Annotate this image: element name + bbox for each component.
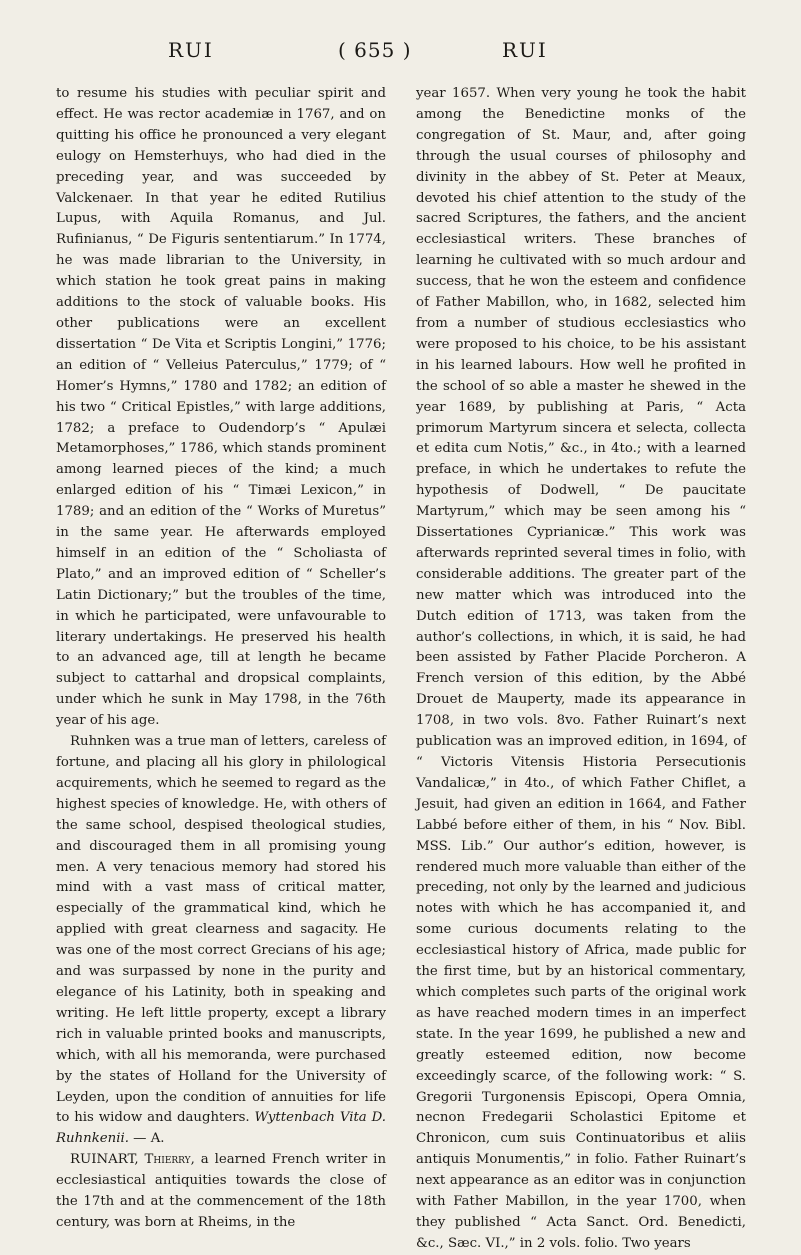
- page-number: ( 655 ): [338, 38, 412, 62]
- paragraph-ruinart-life: year 1657. When very young he took the habit among the Benedictine monks of the congregation of St. Maur, and, after going through the usual courses of philosophy and divinity in the abbey of St. Peter at Meaux, devoted his chief attention to the study of the sacred Scriptures, the fathers, and the ancient ecclesiastical writers. These branches of learning he cultivated with so much ardour and success, that he won the esteem and confidence of Father Mabillon, who, in 1682, selected him from a number of studious ecclesiastics who were proposed to his choice, to be his assistant in his learned labours. How well he profited in the school of so able a master he shewed in the year 1689, by publishing at Paris, “ Acta primorum Martyrum sincera et selecta, collecta et edita cum Notis,” &c., in 4to.; with a learned preface, in which he undertakes to refute the hypothesis of Dodwell, “ De paucitate Martyrum,” which may be seen among his “ Dissertationes Cyprianicæ.” This work was afterwards reprinted several times in folio, with considerable additions. The greater part of the new matter which was introduced into the Dutch edition of 1713, was taken from the author’s collections, in which, it is said, he had been assisted by Father Placide Porcheron. A French version of this edition, by the Abbé Drouet de Mauperty, made its appearance in 1708, in two vols. 8vo. Father Ruinart’s next publication was an improved edition, in 1694, of “ Victoris Vitensis Historia Persecutionis Vandalicæ,” in 4to., of which Father Chiflet, a Jesuit, had given an edition in 1664, and Father Labbé before either of them, in his “ Nov. Bibl. MSS. Lib.” Our author’s edition, however, is rendered much more valuable than either of the preceding, not only by the learned and judicious notes with which he has accompanied it, and some curious documents relating to the ecclesiastical history of Africa, made public for the first time, but by an historical commentary, which completes such parts of the original work as have reached modern times in an imperfect state. In the year 1699, he published a new and greatly esteemed edition, now become exceedingly scarce, of the following work: “ S. Gregorii Turgonensis Episcopi, Opera Omnia, necnon Fredegarii Scholastici Epitome et Chronicon, cum suis Continuatoribus et aliis antiquis Monumentis,” in folio. Father Ruinart’s next appearance as an editor was in conjunction with Father Mabillon, in the year 1700, when they published “ Acta Sanct. Ord. Benedicti, &c., Sæc. VI.,” in 2 vols. folio. Two years: [416, 86, 746, 1251]
- entry-text: a learned French writer in ecclesiastical antiquities towards the close of the 17th and at the commencement of the 18th century, was born at Rheims, in the: [56, 1152, 387, 1230]
- entry-headword: RUINART,: [70, 1152, 139, 1168]
- author-sign: — A.: [133, 1131, 165, 1147]
- source-citation: Wyttenbach Vita D. Ruhnkenii.: [56, 1110, 386, 1147]
- entry-forename: Thierry,: [144, 1152, 195, 1168]
- left-column: [56, 84, 386, 1234]
- paragraph-ruhnken-character-text: Ruhnken was a true man of letters, careless of fortune, and placing all his glory in philological acquirements, which he seemed to regard as the highest species of knowledge. He, with others of the same school, despised theological studies, and discouraged them in all promising young men. A very tenacious memory had stored his mind with a vast mass of critical matter, especially of the grammatical kind, which he applied with great clearness and sagacity. He was one of the most correct Grecians of his age; and was surpassed by none in the purity and elegance of his Latinity, both in speaking and writing. He left little property, except a library rich in valuable printed books and manuscripts, which, with all his memoranda, were purchased by the states of Holland for the University of Leyden, upon the condition of annuities for life to his widow and daughters.: [56, 734, 386, 1126]
- header-right-word: RUI: [502, 38, 548, 62]
- paragraph-ruhnken-works: to resume his studies with peculiar spirit and effect. He was rector academiæ in 1767, and on quitting his office he pronounced a very elegant eulogy on Hemsterhuys, who had died in the preceding year, and was succeeded by Valckenaer. In that year he edited Rutilius Lupus, with Aquila Romanus, and Jul. Rufinianus, “ De Figuris sententiarum.” In 1774, he was made librarian to the University, in which station he took great pains in making additions to the stock of valuable books. His other publications were an excellent dissertation “ De Vita et Scriptis Longini,” 1776; an edition of “ Velleius Paterculus,” 1779; of “ Homer’s Hymns,” 1780 and 1782; an edition of his two “ Critical Epistles,” with large additions, 1782; a preface to Oudendorp’s “ Apulæi Metamorphoses,” 1786, which stands prominent among learned pieces of the kind; a much enlarged edition of his “ Timæi Lexicon,” in 1789; and an edition of the “ Works of Muretus” in the same year. He afterwards employed himself in an edition of the “ Scholiasta of Plato,” and an improved edition of “ Scheller’s Latin Dictionary;” but the troubles of the time, in which he participated, were unfavourable to literary undertakings. He preserved his health to an advanced age, till at length he became subject to cattarhal and dropsical complaints, under which he sunk in May 1798, in the 76th year of his age.: [56, 86, 386, 729]
- entry-ruinart-start: [56, 1150, 386, 1234]
- running-header: [0, 38, 801, 68]
- header-left-word: RUI: [168, 38, 214, 62]
- paragraph-ruhnken-character: [56, 732, 386, 1150]
- right-column: [416, 84, 746, 1255]
